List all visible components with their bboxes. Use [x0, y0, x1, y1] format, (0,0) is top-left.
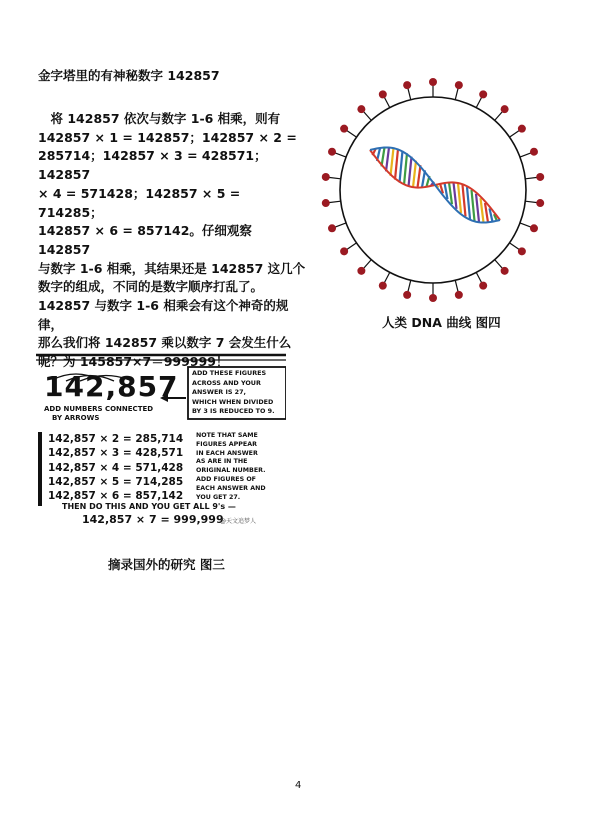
dna-bead: [429, 294, 437, 302]
dna-bead-stem: [510, 243, 520, 250]
fig3-equation: 142,857 × 5 = 714,285: [48, 475, 184, 488]
dna-bead-stem: [347, 243, 357, 250]
dna-bead-stem: [510, 130, 520, 137]
fig3-note-line: YOU GET 27.: [196, 493, 241, 501]
dna-bead: [536, 173, 544, 181]
dna-bead: [501, 267, 509, 275]
fig3-add-label: [44, 405, 153, 423]
fig3-add-label-line2: BY ARROWS: [52, 414, 100, 422]
dna-bead-stem: [455, 88, 458, 100]
dna-rung: [386, 147, 389, 171]
dna-bead-stem: [525, 201, 537, 202]
fig3-equation: 142,857 × 4 = 571,428: [48, 461, 184, 474]
dna-rung: [458, 183, 461, 213]
fig3-then-line: THEN DO THIS AND YOU GET ALL 9's —: [62, 502, 236, 511]
dna-bead: [403, 291, 411, 299]
dna-bead-stem: [363, 111, 371, 120]
dna-bead-stem: [329, 201, 341, 202]
dna-outer-circle: [340, 97, 526, 283]
dna-bead-stem: [520, 153, 531, 157]
dna-outer-beads: [322, 78, 544, 302]
dna-rung: [472, 190, 475, 221]
dna-bead: [322, 173, 330, 181]
dna-bead: [340, 125, 348, 133]
dna-rung: [404, 153, 407, 185]
dna-bead: [357, 267, 365, 275]
dna-bead-stem: [384, 272, 390, 283]
page-number: 4: [295, 780, 302, 791]
dna-figure: [310, 75, 560, 305]
fig3-note-line: EACH ANSWER AND: [196, 484, 266, 492]
dna-rung: [485, 203, 488, 222]
dna-rung: [467, 187, 470, 219]
dna-bead: [518, 125, 526, 133]
dna-bead-stem: [520, 223, 531, 227]
fig3-final-equation: 142,857 × 7 = 999,999: [82, 513, 224, 526]
fig3-caption: 摘录国外的研究 图三: [108, 557, 225, 572]
dna-bead-stem: [476, 97, 482, 108]
dna-bead: [403, 81, 411, 89]
dna-bead-stem: [408, 88, 411, 100]
dna-bead: [536, 199, 544, 207]
dna-rung: [418, 165, 421, 187]
dna-rung: [391, 148, 394, 176]
fig3-equation: 142,857 × 3 = 428,571: [48, 447, 184, 460]
dna-bead: [501, 105, 509, 113]
fig3-note-line: AS ARE IN THE: [196, 458, 248, 466]
dna-bead-stem: [408, 280, 411, 292]
dna-bead: [340, 247, 348, 255]
dna-bead: [357, 105, 365, 113]
dna-bead: [429, 78, 437, 86]
dna-strand: [370, 147, 500, 222]
dna-rung: [382, 148, 385, 167]
page-heading: 金字塔里的有神秘数字 142857: [38, 68, 220, 83]
fig3-box-line: ACROSS AND YOUR: [192, 378, 261, 387]
dna-bead-stem: [384, 97, 390, 108]
dna-bead-stem: [329, 177, 341, 178]
dna-bead: [530, 224, 538, 232]
dna-bead: [479, 282, 487, 290]
fig3-note-line: FIGURES APPEAR: [196, 440, 257, 448]
dna-bead: [379, 90, 387, 98]
dna-bead: [322, 199, 330, 207]
fig3-box-line: ANSWER IS 27,: [192, 388, 246, 397]
fig3-note-line: ORIGINAL NUMBER.: [196, 467, 266, 475]
dna-bead: [328, 224, 336, 232]
dna-bead-stem: [476, 272, 482, 283]
dna-rung: [409, 157, 412, 187]
dna-bead: [530, 148, 538, 156]
dna-rung: [476, 194, 479, 222]
fig3-note-line: NOTE THAT SAME: [196, 432, 258, 439]
fig3-box-line: ADD THESE FIGURES: [192, 369, 267, 377]
body-paragraph: 将 142857 依次与数字 1-6 相乘，则有 142857 × 1 = 142857；142857 × 2 = 285714；142857 × 3 = 428571；142857 × 4 = 571428；142857 × 5 = 714285； 142857 × 6 = 857142。仔细观察 142857 与数字 1-6 相乘，其结果还是 142857 这几个 数字的组成，不同的是数字顺序打乱了。 142857 与数字 1-6 相乘会有这个神奇的规律， 那么我们将 142857 乘以数字 7 会发生什么 呢？为 145857×7＝999999！: [38, 111, 306, 370]
dna-rung: [413, 161, 416, 188]
dna-bead: [328, 148, 336, 156]
dna-bead-stem: [347, 130, 357, 137]
dna-rung: [395, 149, 398, 180]
fig3-note: [196, 432, 266, 502]
fig3-add-label-line1: ADD NUMBERS CONNECTED: [44, 405, 154, 413]
figure3-excerpt: [36, 350, 286, 525]
dna-bead-stem: [455, 280, 458, 292]
fig3-note-line: ADD FIGURES OF: [196, 475, 256, 483]
dna-bead-stem: [335, 223, 346, 227]
dna-caption: 人类 DNA 曲线 图四: [382, 315, 501, 330]
dna-rung: [449, 182, 452, 204]
dna-bead-stem: [495, 260, 503, 269]
dna-bead-stem: [363, 260, 371, 269]
dna-bead: [455, 81, 463, 89]
fig3-watermark: @天文追梦人: [220, 518, 257, 525]
dna-helix: [370, 147, 500, 222]
fig3-box-line: WHICH WHEN DIVIDED: [192, 397, 274, 406]
dna-bead: [455, 291, 463, 299]
fig3-equations: [48, 432, 183, 503]
fig3-equation: 142,857 × 6 = 857,142: [48, 490, 184, 503]
dna-bead-stem: [525, 177, 537, 178]
dna-rung: [400, 151, 403, 183]
fig3-note-line: IN EACH ANSWER: [196, 449, 258, 457]
fig3-equation: 142,857 × 2 = 285,714: [48, 433, 184, 445]
dna-rung: [481, 198, 484, 222]
dna-rung: [463, 185, 466, 217]
fig3-box-line: BY 3 IS REDUCED TO 9.: [192, 407, 275, 416]
dna-bead: [518, 247, 526, 255]
dna-bead: [479, 90, 487, 98]
fig3-big-number: 142,857: [44, 370, 179, 403]
dna-bead-stem: [335, 153, 346, 157]
dna-rung: [454, 183, 457, 209]
dna-bead: [379, 282, 387, 290]
dna-bead-stem: [495, 111, 503, 120]
fig3-box-text: [192, 369, 275, 417]
